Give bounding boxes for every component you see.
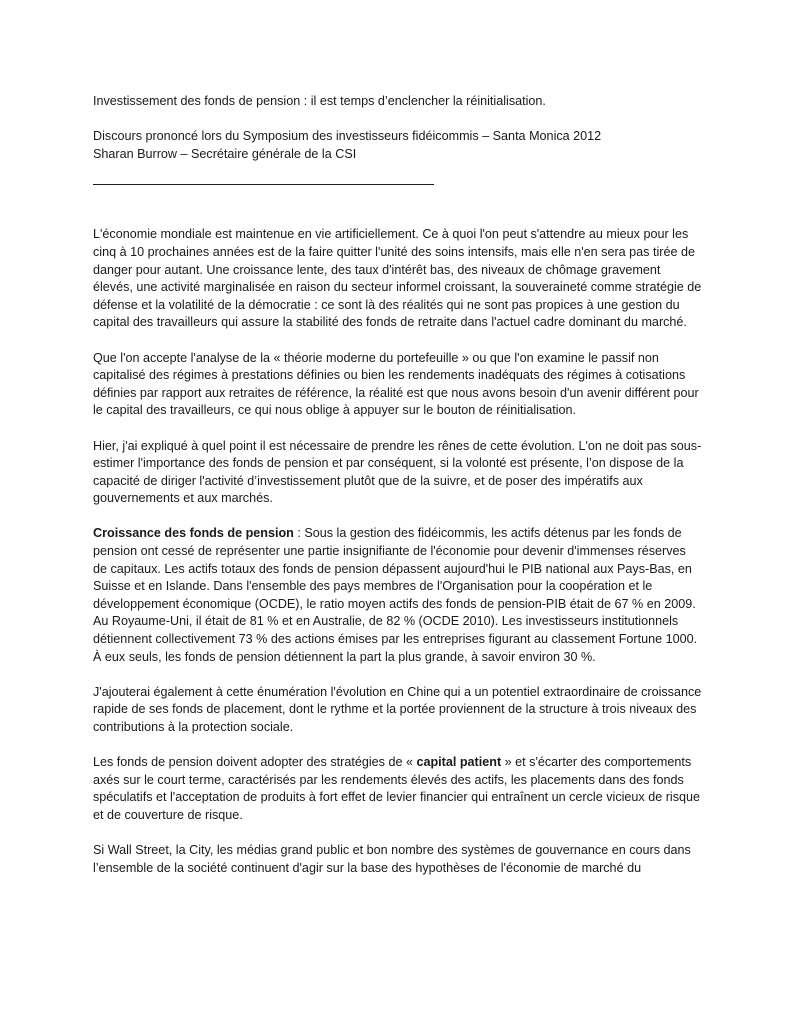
separator-line (93, 184, 434, 185)
paragraph-pension-growth (93, 525, 703, 666)
paragraph-steering: Hier, j'ai expliqué à quel point il est nécessaire de prendre les rênes de cette évolution. L'on ne doit pas sous-estimer l'importance des fonds de pension et par conséquent, si la volonté est présente, l’on dispose de la capacité de diriger l'activité d’investissement plutôt que de la suivre, et de poser des impératifs aux gouvernements et aux marchés. (93, 438, 702, 506)
section-lead-growth: Croissance des fonds de pension (93, 526, 294, 541)
patient-before: Les fonds de pension doivent adopter des stratégies de « (93, 755, 417, 770)
patient-capital-term: capital patient (416, 755, 502, 770)
document-author: Sharan Burrow – Secrétaire générale de la CSI (93, 146, 357, 161)
document-title: Investissement des fonds de pension : il est temps d’enclencher la réinitialisation. (93, 94, 546, 108)
growth-text: : Sous la gestion des fidéicommis, les actifs détenus par les fonds de pension ont cessé de représenter une partie insignifiante de l'économie pour devenir d'immenses réserves de capitaux. Les actifs totaux des fonds de pension dépassent aujourd'hui le PIB national aux Pays-Bas, en Suisse et en Islande. Dans l'ensemble des pays membres de l'Organisation pour la coopération et le développement économique (OCDE), le ratio moyen actifs des fonds de pension-PIB était de 67 % en 2009. Au Royaume-Uni, il était de 81 % et en Australie, de 82 % (OCDE 2010). Les investisseurs institutionnels détiennent collectivement 73 % des actions émises par les entreprises figurant au classement Fortune 1000. À eux seuls, les fonds de pension détiennent la part la plus grande, à savoir environ 30 %. (93, 526, 698, 664)
document-subtitle: Discours prononcé lors du Symposium des investisseurs fidéicommis – Santa Monica 2012 (93, 129, 602, 144)
paragraph-portfolio-theory: Que l'on accepte l'analyse de la « théorie moderne du portefeuille » ou que l'on examine le passif non capitalisé des régimes à prestations définies ou bien les rendements inadéquats des régimes à cotisations définies par rapport aux retraites de référence, la réalité est que nous avons besoin d'un avenir différent pour le capital des travailleurs, ce qui nous oblige à appuyer sur le bouton de réinitialisation. (93, 350, 699, 418)
paragraph-economy: L'économie mondiale est maintenue en vie artificiellement. Ce à quoi l'on peut s'attendre au mieux pour les cinq à 10 prochaines années est de la faire quitter l'unité des soins intensifs, mais elle n'en sera pas tirée de danger pour autant. Une croissance lente, des taux d'intérêt bas, des niveaux de chômage gravement élevés, une activité marginalisée en raison du secteur informel croissant, la souveraineté comme stratégie de défense et la volatilité de la démocratie : ce sont là des réalités qui ne sont pas propices à une gestion du capital des travailleurs qui assure la stabilité des fonds de retraite dans l'actuel cadre dominant du marché. (93, 227, 702, 330)
paragraph-wall-street: Si Wall Street, la City, les médias grand public et bon nombre des systèmes de gouvernance en cours dans l’ensemble de la société continuent d'agir sur la base des hypothèses de l'économie de marché du (93, 843, 691, 875)
paragraph-patient-capital (93, 754, 703, 824)
paragraph-china: J'ajouterai également à cette énumération l'évolution en Chine qui a un potentiel extraordinaire de croissance rapide de ses fonds de placement, dont le rythme et la portée proviennent de la structure à trois niveaux des contributions à la protection sociale. (93, 684, 702, 734)
patient-after: » et s'écarter des comportements axés sur le court terme, caractérisés par les rendements élevés des actifs, les placements dans des fonds spéculatifs et l'acceptation de produits à fort effet de levier financier qui entraînent un cercle vicieux de risque et de couverture de risque. (93, 755, 701, 822)
document-body (93, 93, 703, 895)
